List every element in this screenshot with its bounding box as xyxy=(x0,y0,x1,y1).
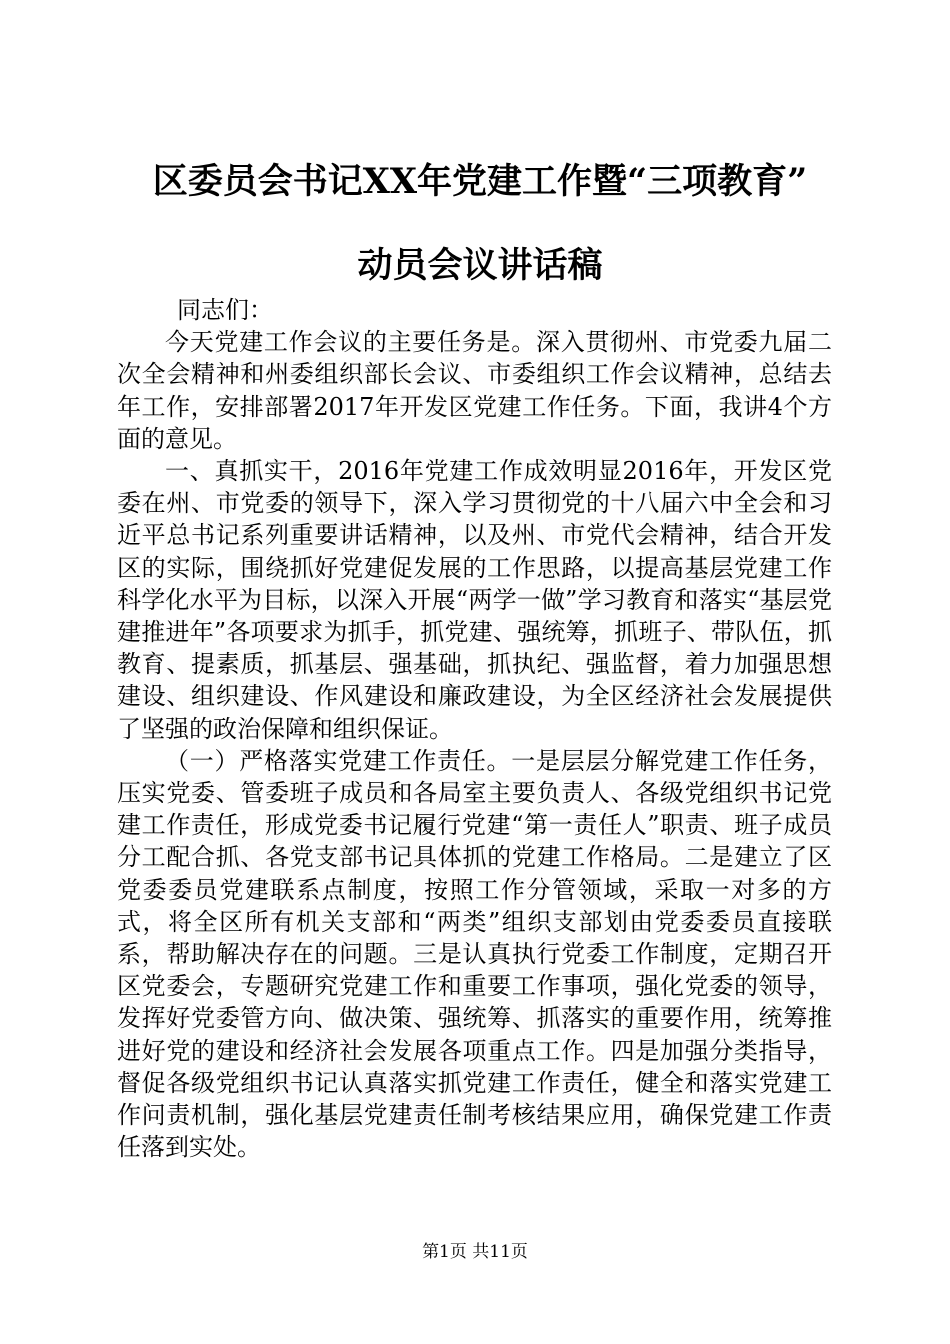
document-body xyxy=(117,294,832,1163)
paragraph: （一）严格落实党建工作责任。一是层层分解党建工作任务，压实党委、管委班子成员和各局室主要负责人、各级党组织书记党建工作责任，形成党委书记履行党建“第一责任人”职责、班子成员分工配合抓、各党支部书记具体抓的党建工作格局。二是建立了区党委委员党建联系点制度，按照工作分管领域，采取一对多的方式，将全区所有机关支部和“两类”组织支部划由党委委员直接联系，帮助解决存在的问题。三是认真执行党委工作制度，定期召开区党委会，专题研究党建工作和重要工作事项，强化党委的领导，发挥好党委管方向、做决策、强统筹、抓落实的重要作用，统筹推进好党的建设和经济社会发展各项重点工作。四是加强分类指导，督促各级党组织书记认真落实抓党建工作责任，健全和落实党建工作问责机制，强化基层党建责任制考核结果应用，确保党建工作责任落到实处。 xyxy=(117,746,832,1162)
salutation: 同志们： xyxy=(177,296,273,324)
document-title-line-1: 区委员会书记XX年党建工作暨“三项教育” xyxy=(152,161,808,202)
paragraph: 一、真抓实干，2016年党建工作成效明显2016年，开发区党委在州、市党委的领导下，深入学习贯彻党的十八届六中全会和习近平总书记系列重要讲话精神，以及州、市党代会精神，结合开发区的实际，围绕抓好党建促发展的工作思路，以提高基层党建工作科学化水平为目标，以深入开展“两学一做”学习教育和落实“基层党建推进年”各项要求为抓手，抓党建、强统筹，抓班子、带队伍，抓教育、提素质，抓基层、强基础，抓执纪、强监督，着力加强思想建设、组织建设、作风建设和廉政建设，为全区经济社会发展提供了坚强的政治保障和组织保证。 xyxy=(117,457,832,743)
paragraph: 今天党建工作会议的主要任务是。深入贯彻州、市党委九届二次全会精神和州委组织部长会议、市委组织工作会议精神，总结去年工作，安排部署2017年开发区党建工作任务。下面，我讲4个方面的意见。 xyxy=(117,328,832,453)
page-footer-indicator: 第1页 共11页 xyxy=(422,1242,528,1262)
document-title-line-2: 动员会议讲话稿 xyxy=(357,245,603,286)
